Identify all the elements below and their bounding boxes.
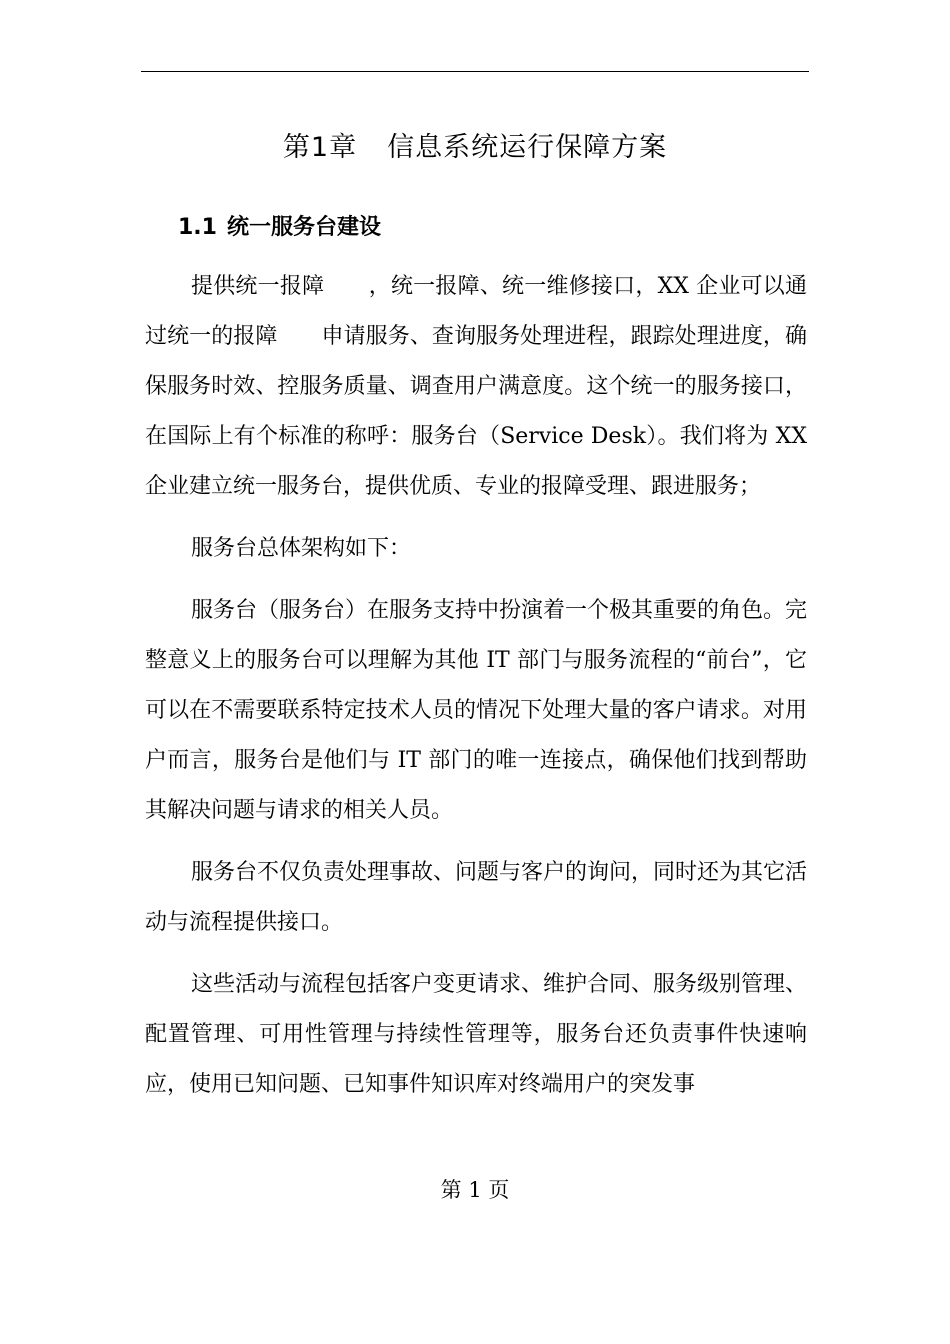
section-heading: [178, 211, 381, 245]
body-text: [145, 262, 807, 1110]
paragraph-architecture-lead: 服务台总体架构如下：: [191, 536, 412, 561]
paragraph-service-desk-scope: 服务台不仅负责处理事故、问题与客户的询问，同时还为其它活动与流程提供接口。: [145, 860, 808, 935]
header-rule: [141, 71, 809, 72]
chapter-number: 第1章: [282, 132, 358, 163]
chapter-title-text: 信息系统运行保障方案: [387, 132, 668, 163]
page-number: 第 1 页: [440, 1178, 510, 1202]
section-title-text: 统一服务台建设: [226, 215, 381, 240]
section-number: 1.1: [178, 215, 217, 240]
paragraph-service-desk-intro: 提供统一报障 ，统一报障、统一维修接口，XX 企业可以通过统一的报障 申请服务、查询服务处理进程，跟踪处理进度，确保服务时效、控服务质量、调查用户满意度。这个统一的服务接口，在国际上有个标准的称呼：服务台（Service Desk）。我们将为 XX 企业建立统一服务台，提供优质、专业的报障受理、跟进服务；: [145, 274, 807, 499]
paragraph-processes: 这些活动与流程包括客户变更请求、维护合同、服务级别管理、配置管理、可用性管理与持续性管理等，服务台还负责事件快速响应，使用已知问题、已知事件知识库对终端用户的突发事: [145, 972, 808, 1097]
chapter-title: [0, 128, 950, 168]
paragraph-service-desk-role: 服务台（服务台）在服务支持中扮演着一个极其重要的角色。完整意义上的服务台可以理解为其他 IT 部门与服务流程的“前台”，它可以在不需要联系特定技术人员的情况下处理大量的客户请求。对用户而言，服务台是他们与 IT 部门的唯一连接点，确保他们找到帮助其解决问题与请求的相关人员。: [145, 598, 808, 823]
